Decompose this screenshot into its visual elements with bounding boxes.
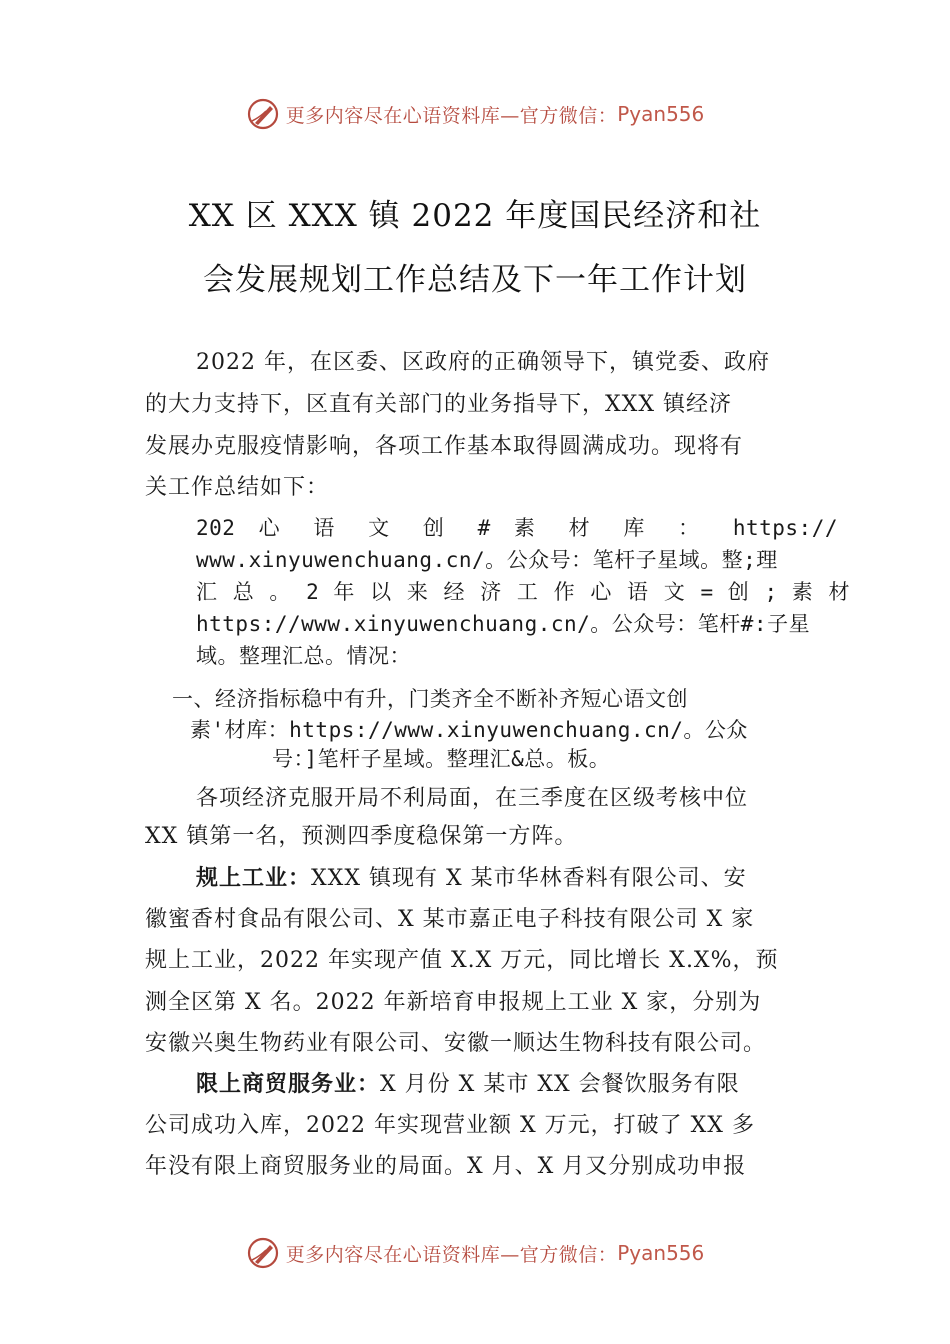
industry-text-1: XXX 镇现有 X 某市华林香料有限公司、安 [311, 866, 747, 891]
watermark-line-2: www.xinyuwenchuang.cn/。公众号：笔杆子星域。整;理 [196, 548, 778, 572]
quill-logo-icon [246, 1236, 280, 1270]
banner-wechat-handle: Pyan556 [617, 1241, 705, 1265]
document-title-line-1: XX 区 XXX 镇 2022 年度国民经济和社 [188, 198, 762, 234]
commerce-text-1: X 月份 X 某市 XX 会餐饮服务有限 [380, 1072, 740, 1097]
industry-label: 规上工业： [196, 865, 312, 891]
watermark-line-1: 202 心 语 文 创 # 素 材 库 ： https:// [196, 516, 838, 540]
watermark-line-3: 汇 总 。 2 年 以 来 经 济 工 作 心 语 文 = 创 ; 素 材 [196, 580, 850, 604]
intro-line-4: 关工作总结如下： [145, 475, 330, 500]
section-1-heading-line-1: 一、经济指标稳中有升，门类齐全不断补齐短心语文创 [172, 687, 688, 711]
industry-line-4: 测全区第 X 名。2022 年新培育申报规上工业 X 家，分别为 [145, 990, 762, 1015]
industry-line-5: 安徽兴奥生物药业有限公司、安徽一顺达生物科技有限公司。 [145, 1031, 767, 1056]
watermark-line-4: https://www.xinyuwenchuang.cn/。公众号：笔杆#:子星 [196, 612, 811, 636]
banner-text: 更多内容尽在心语资料库—官方微信： [285, 104, 618, 127]
commerce-label: 限上商贸服务业： [196, 1071, 381, 1097]
industry-line-3: 规上工业，2022 年实现产值 X.X 万元，同比增长 X.X%，预 [145, 948, 779, 973]
footer-banner [0, 1233, 950, 1273]
section-1-heading-line-2: 素'材库：https://www.xinyuwenchuang.cn/。公众 [190, 718, 748, 742]
industry-line-1 [196, 863, 826, 894]
quill-logo-icon [246, 97, 280, 131]
industry-line-2: 徽蜜香村食品有限公司、X 某市嘉正电子科技有限公司 X 家 [145, 907, 755, 932]
document-title-line-2: 会发展规划工作总结及下一年工作计划 [203, 262, 747, 298]
header-banner [0, 94, 950, 134]
commerce-line-2: 公司成功入库，2022 年实现营业额 X 万元，打破了 XX 多 [145, 1113, 755, 1138]
summary-line-2: XX 镇第一名，预测四季度稳保第一方阵。 [145, 824, 578, 849]
commerce-line-3: 年没有限上商贸服务业的局面。X 月、X 月又分别成功申报 [145, 1154, 747, 1179]
intro-line-3: 发展办克服疫情影响，各项工作基本取得圆满成功。现将有 [145, 434, 744, 459]
intro-line-1: 2022 年，在区委、区政府的正确领导下，镇党委、政府 [196, 350, 770, 375]
watermark-line-5: 域。整理汇总。情况： [196, 644, 411, 668]
banner-wechat-handle: Pyan556 [617, 102, 705, 126]
commerce-line-1 [196, 1069, 816, 1100]
intro-line-2: 的大力支持下，区直有关部门的业务指导下，XXX 镇经济 [145, 392, 732, 417]
banner-text: 更多内容尽在心语资料库—官方微信： [285, 1243, 618, 1266]
summary-line-1: 各项经济克服开局不利局面，在三季度在区级考核中位 [196, 786, 749, 811]
section-1-heading-line-3: 号：]笔杆子星域。整理汇&总。板。 [272, 747, 611, 771]
